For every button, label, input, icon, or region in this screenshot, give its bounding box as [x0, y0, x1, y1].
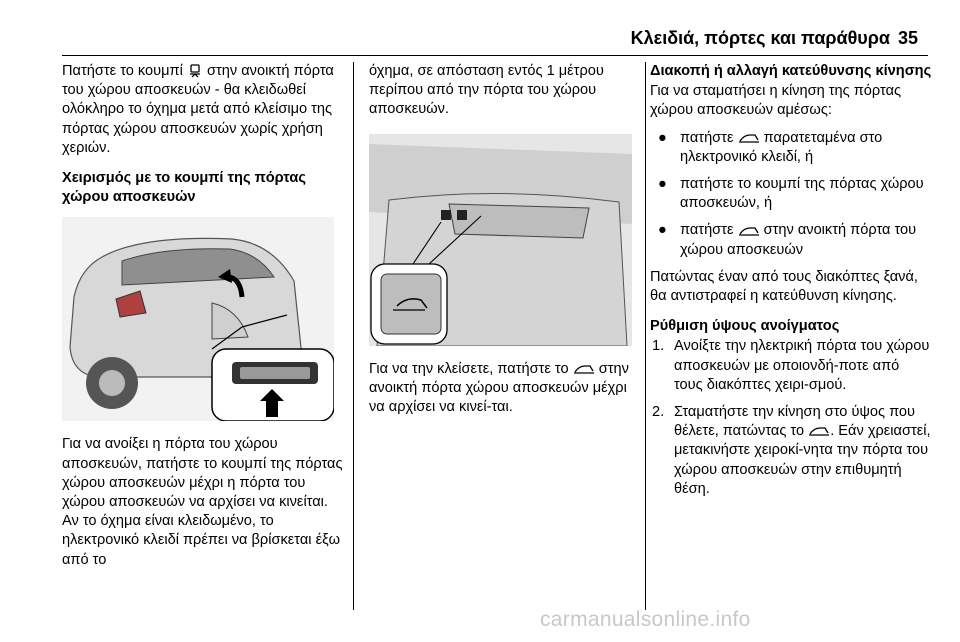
paragraph-handsfree-lock: Πατήστε το κουμπί στην ανοικτή πόρτα του χώρου αποσκευών - θα κλειδωθεί ολόκληρο το όχημα μετά από κλείσιμο της πόρτας χώρου αποσκευών χωρίς χρήση χεριών. — [62, 63, 334, 156]
figure-tailgate-button — [62, 217, 334, 421]
section-heading-stop: Διακοπή ή αλλαγή κατεύθυνσης κίνησης — [650, 63, 932, 79]
page-number: 35 — [898, 28, 919, 48]
list-item: ● πατήστε στην ανοικτή πόρτα του χώρου αποσκευών — [658, 222, 917, 258]
column-divider-2 — [645, 62, 646, 610]
paragraph-reverse-direction: Πατώντας έναν από τους διακόπτες ξανά, θα αντιστραφεί η κατεύθυνση κίνησης. — [650, 268, 918, 305]
tailgate-open-icon — [738, 132, 760, 144]
paragraph-stop-intro: Για να σταματήσει η κίνηση της πόρτας χώρου αποσκευών αμέσως: — [650, 83, 902, 119]
stop-options-list — [650, 129, 932, 260]
column-divider-1 — [353, 62, 354, 610]
section-heading-button: Χειρισμός με το κουμπί της πόρτας χώρου αποσκευών — [62, 170, 306, 206]
column-3 — [650, 62, 932, 507]
list-item: 1. Ανοίξτε την ηλεκτρική πόρτα του χώρου αποσκευών με οποιονδή-ποτε από τους διακόπτες χειρι-σμού. — [652, 338, 930, 393]
section-heading-height: Ρύθμιση ύψους ανοίγματος — [650, 318, 840, 335]
column-2 — [369, 62, 635, 428]
section-title: Κλειδιά, πόρτες και παράθυρα — [630, 28, 890, 48]
list-item: ● πατήστε το κουμπί της πόρτας χώρου αποσκευών, ή — [658, 176, 924, 212]
header-rule — [62, 55, 928, 56]
lock-tailgate-icon — [187, 63, 203, 79]
tailgate-open-icon — [808, 425, 830, 437]
paragraph-open-instructions: Για να ανοίξει η πόρτα του χώρου αποσκευών, πατήστε το κουμπί της πόρτας χώρου αποσκευών μέχρι η πόρτα του χώρου αποσκευών να αρχίσει να κινείται. Αν το όχημα είναι κλειδωμένο, το ηλεκτρονικό κλειδί πρέπει να βρίσκεται έξω από το — [62, 436, 343, 568]
list-item: 2. Σταματήστε την κίνηση στο ύψος που θέλετε, πατώντας το . Εάν χρειαστεί, μετακινήστε χειροκί-νητα την πόρτα του χώρου αποσκευών στην επιθυμητή θέση. — [652, 404, 931, 497]
height-steps-list — [650, 337, 932, 499]
paragraph-key-distance: όχημα, σε απόσταση εντός 1 μέτρου περίπου από την πόρτα του χώρου αποσκευών. — [369, 63, 604, 118]
list-item: ● πατήστε παρατεταμένα στο ηλεκτρονικό κλειδί, ή — [658, 129, 883, 165]
figure-tailgate-interior-button — [369, 134, 632, 346]
tailgate-open-icon — [573, 363, 595, 375]
column-1 — [62, 62, 344, 581]
watermark: carmanualsonline.info — [540, 608, 751, 631]
paragraph-close-instructions: Για να την κλείσετε, πατήστε το στην ανοικτή πόρτα χώρου αποσκευών μέχρι να αρχίσει να κινεί-ται. — [369, 360, 629, 416]
tailgate-open-icon — [738, 225, 760, 237]
